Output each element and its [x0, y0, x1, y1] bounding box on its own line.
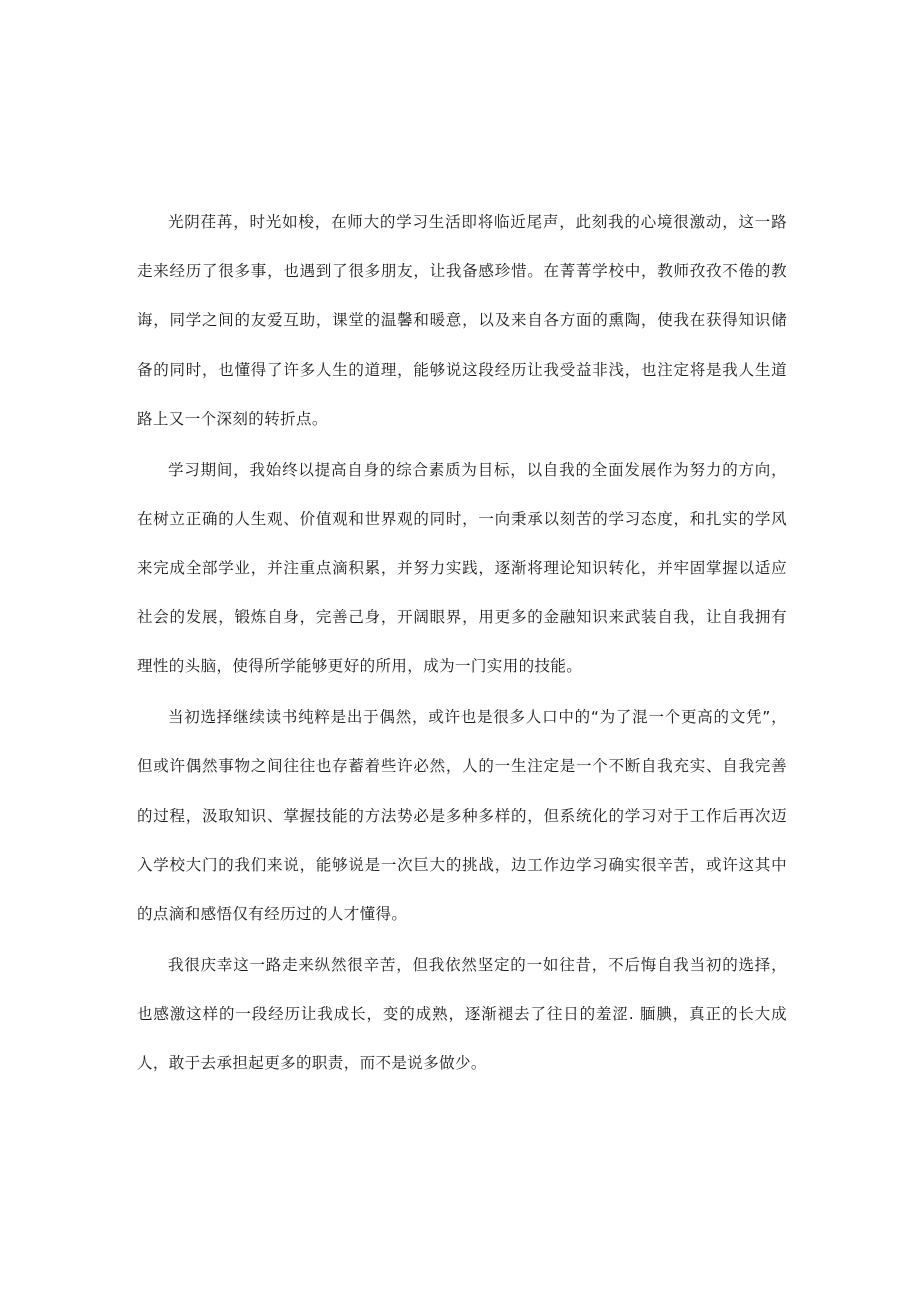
paragraph-4: 我很庆幸这一路走来纵然很辛苦，但我依然坚定的一如往昔，不后悔自我当初的选择，也感激这样的一段经历让我成长，变的成熟，逐渐褪去了往日的羞涩. 腼腆，真正的长大成人，敢于去承担起更多的职责，而不是说多做少。 — [137, 955, 787, 1073]
paragraph-1: 光阴荏苒，时光如梭，在师大的学习生活即将临近尾声，此刻我的心境很激动，这一路走来经历了很多事，也遇到了很多朋友，让我备感珍惜。在菁菁学校中，教师孜孜不倦的教诲，同学之间的友爱互助，课堂的温馨和暖意，以及来自各方面的熏陶，使我在获得知识储备的同时，也懂得了许多人生的道理，能够说这段经历让我受益非浅，也注定将是我人生道路上又一个深刻的转折点。 — [137, 213, 787, 428]
paragraph-2: 学习期间，我始终以提高自身的综合素质为目标，以自我的全面发展作为努力的方向，在树立正确的人生观、价值观和世界观的同时，一向秉承以刻苦的学习态度，和扎实的学风来完成全部学业，并注重点滴积累，并努力实践，逐渐将理论知识转化，并牢固掌握以适应社会的发展，锻炼自身，完善己身，开阔眼界，用更多的金融知识来武装自我，让自我拥有理性的头脑，使得所学能够更好的所用，成为一门实用的技能。 — [137, 460, 787, 676]
document-body — [137, 198, 787, 1088]
paragraph-3: 当初选择继续读书纯粹是出于偶然，或许也是很多人口中的“为了混一个更高的文凭”，但或许偶然事物之间往往也存蓄着些许必然，人的一生注定是一个不断自我充实、自我完善的过程，汲取知识、掌握技能的方法势必是多种多样的，但系统化的学习对于工作后再次迈入学校大门的我们来说，能够说是一次巨大的挑战，边工作边学习确实很辛苦，或许这其中的点滴和感悟仅有经历过的人才懂得。 — [137, 708, 787, 924]
